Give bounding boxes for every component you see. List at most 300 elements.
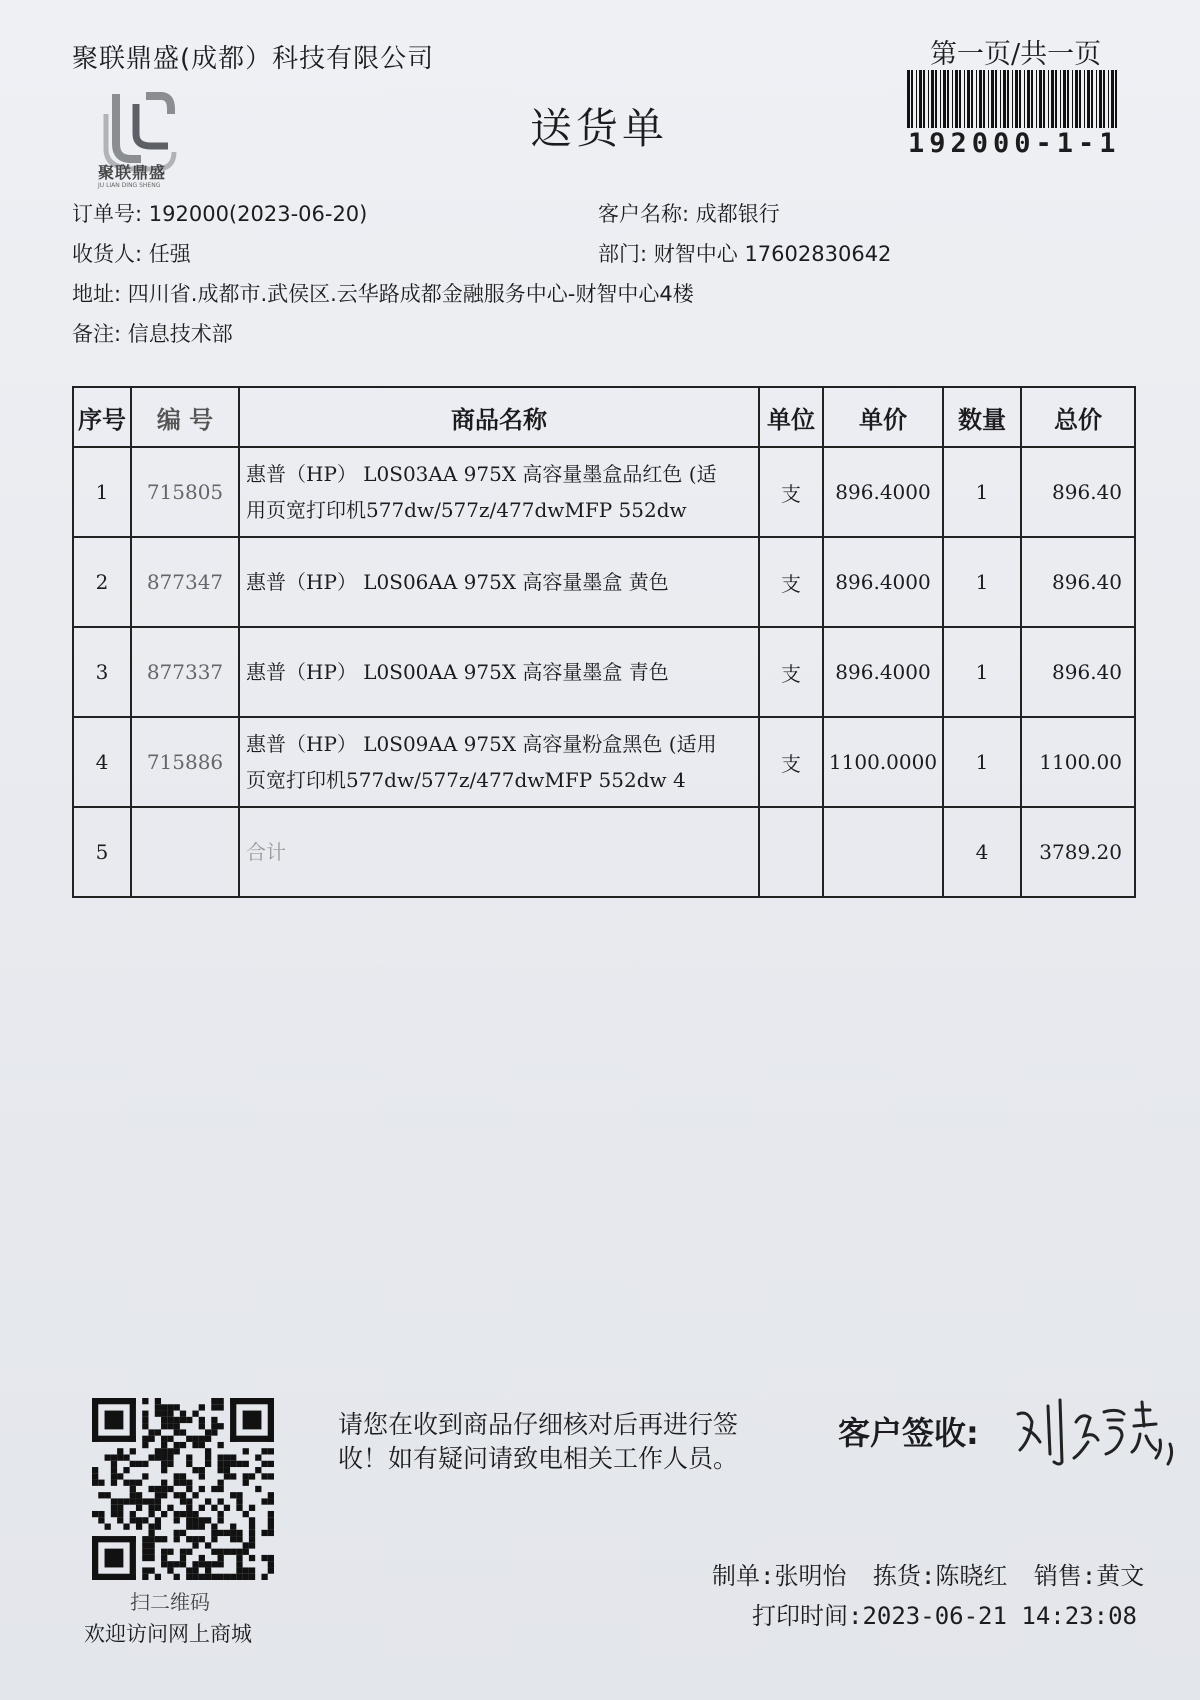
qr-module — [142, 1542, 148, 1548]
qr-module — [218, 1454, 224, 1460]
qr-module — [211, 1429, 217, 1435]
total-row-price — [823, 807, 943, 897]
qr-module — [218, 1517, 224, 1523]
qr-module — [142, 1567, 148, 1573]
order-number-value: 192000(2023-06-20) — [148, 202, 368, 226]
qr-module — [174, 1480, 180, 1486]
qr-module — [142, 1574, 148, 1580]
qr-module — [161, 1511, 167, 1517]
qr-module — [136, 1480, 142, 1486]
qr-module — [148, 1542, 154, 1548]
qr-caption: 扫二维码 — [130, 1590, 210, 1614]
qr-module — [199, 1561, 205, 1567]
qr-module — [186, 1567, 192, 1573]
qr-module — [218, 1398, 224, 1404]
qr-caption-mall: 欢迎访问网上商城 — [84, 1622, 252, 1646]
qr-module — [243, 1480, 249, 1486]
qr-module — [236, 1530, 242, 1536]
row-total: 896.40 — [1021, 537, 1135, 627]
qr-module — [218, 1530, 224, 1536]
qr-module — [136, 1517, 142, 1523]
qr-module — [236, 1498, 242, 1504]
table-row — [73, 537, 1135, 627]
qr-module — [92, 1480, 98, 1486]
qr-module — [117, 1511, 123, 1517]
qr-module — [186, 1549, 192, 1555]
barcode-bar — [971, 70, 973, 128]
row-name — [239, 717, 759, 807]
receiver-value: 任强 — [148, 242, 191, 266]
total-row-label: 合计 — [239, 807, 759, 897]
qr-module — [261, 1473, 267, 1479]
qr-module — [155, 1429, 161, 1435]
qr-module — [155, 1454, 161, 1460]
barcode-bar — [947, 70, 949, 128]
qr-module — [123, 1454, 129, 1460]
qr-module — [142, 1549, 148, 1555]
qr-module — [211, 1423, 217, 1429]
qr-code[interactable] — [92, 1398, 274, 1580]
qr-module — [243, 1473, 249, 1479]
qr-module — [174, 1530, 180, 1536]
qr-module — [186, 1417, 192, 1423]
qr-module — [218, 1511, 224, 1517]
qr-module — [199, 1486, 205, 1492]
row-name — [239, 537, 759, 627]
qr-module — [161, 1561, 167, 1567]
qr-module — [155, 1448, 161, 1454]
qr-module — [161, 1461, 167, 1467]
barcode-bar — [1079, 70, 1081, 128]
qr-module — [105, 1454, 111, 1460]
barcode-bar — [1048, 70, 1049, 128]
remark-field — [72, 318, 233, 348]
qr-module — [236, 1505, 242, 1511]
qr-finder — [230, 1398, 236, 1442]
barcode-bar — [1099, 70, 1102, 128]
order-number-field — [72, 198, 367, 228]
qr-finder — [130, 1398, 136, 1442]
barcode-bar — [955, 70, 958, 128]
qr-module — [111, 1473, 117, 1479]
customer-sign-label: 客户签收: — [838, 1414, 979, 1452]
qr-module — [148, 1530, 154, 1536]
customer-name-value: 成都银行 — [695, 202, 780, 226]
qr-module — [155, 1486, 161, 1492]
sales: 销售:黄文 — [1033, 1562, 1145, 1590]
qr-module — [230, 1536, 236, 1542]
qr-module — [161, 1480, 167, 1486]
qr-module — [130, 1461, 136, 1467]
qr-module — [155, 1492, 161, 1498]
qr-module — [142, 1398, 148, 1404]
qr-module — [123, 1498, 129, 1504]
qr-finder — [268, 1398, 274, 1442]
qr-module — [268, 1561, 274, 1567]
notice-text: 请您在收到商品仔细核对后再进行签收！如有疑问请致电相关工作人员。 — [338, 1410, 739, 1473]
qr-module — [230, 1454, 236, 1460]
barcode-bar — [1096, 70, 1097, 128]
qr-module — [155, 1411, 161, 1417]
qr-module — [136, 1461, 142, 1467]
qr-module — [199, 1505, 205, 1511]
row-unit: 支 — [759, 627, 823, 717]
qr-finder — [92, 1536, 136, 1542]
row-price: 1100.0000 — [823, 717, 943, 807]
qr-module — [180, 1549, 186, 1555]
qr-module — [167, 1417, 173, 1423]
qr-module — [199, 1417, 205, 1423]
qr-module — [268, 1530, 274, 1536]
qr-module — [199, 1436, 205, 1442]
qr-module — [205, 1574, 211, 1580]
barcode-bar — [1000, 70, 1001, 128]
goods-table — [72, 386, 1136, 898]
qr-module — [111, 1511, 117, 1517]
qr-module — [205, 1436, 211, 1442]
barcode-bar — [1007, 70, 1009, 128]
qr-module — [148, 1536, 154, 1542]
qr-module — [211, 1505, 217, 1511]
qr-module — [161, 1442, 167, 1448]
qr-module — [268, 1555, 274, 1561]
barcode-bar — [1027, 70, 1030, 128]
qr-module — [155, 1517, 161, 1523]
qr-module — [249, 1473, 255, 1479]
qr-module — [211, 1530, 217, 1536]
qr-module — [192, 1542, 198, 1548]
barcode-bar — [1063, 70, 1066, 128]
qr-module — [186, 1486, 192, 1492]
qr-module — [192, 1411, 198, 1417]
barcode-bar — [1024, 70, 1025, 128]
barcode-bar — [1075, 70, 1078, 128]
qr-module — [268, 1567, 274, 1573]
qr-module — [161, 1486, 167, 1492]
qr-finder — [92, 1436, 136, 1442]
qr-module — [167, 1549, 173, 1555]
barcode-bar — [935, 70, 937, 128]
qr-module — [261, 1448, 267, 1454]
qr-module — [174, 1517, 180, 1523]
qr-module — [224, 1467, 230, 1473]
barcode-bar — [1015, 70, 1018, 128]
barcode-bar — [1108, 70, 1109, 128]
row-name — [239, 447, 759, 537]
qr-module — [211, 1574, 217, 1580]
qr-module — [218, 1498, 224, 1504]
barcode-bar — [1091, 70, 1093, 128]
qr-module — [236, 1536, 242, 1542]
qr-module — [98, 1492, 104, 1498]
qr-module — [117, 1473, 123, 1479]
qr-module — [236, 1492, 242, 1498]
qr-module — [111, 1498, 117, 1504]
qr-module — [199, 1473, 205, 1479]
row-unit: 支 — [759, 717, 823, 807]
qr-module — [167, 1436, 173, 1442]
qr-module — [236, 1561, 242, 1567]
address-value: 四川省.成都市.武侯区.云华路成都金融服务中心-财智中心4楼 — [127, 282, 694, 306]
qr-module — [142, 1417, 148, 1423]
qr-finder — [130, 1536, 136, 1580]
qr-module — [180, 1429, 186, 1435]
qr-module — [180, 1411, 186, 1417]
qr-module — [105, 1492, 111, 1498]
qr-module — [205, 1454, 211, 1460]
barcode-bar — [919, 70, 922, 128]
qr-module — [249, 1530, 255, 1536]
qr-module — [211, 1398, 217, 1404]
qr-module — [218, 1561, 224, 1567]
qr-module — [192, 1524, 198, 1530]
qr-module — [148, 1549, 154, 1555]
qr-module — [199, 1404, 205, 1410]
qr-module — [180, 1511, 186, 1517]
qr-module — [130, 1480, 136, 1486]
qr-module — [236, 1555, 242, 1561]
barcode-bar — [976, 70, 977, 128]
print-time: 打印时间:2023-06-21 14:23:08 — [752, 1602, 1137, 1630]
department-value: 财智中心 17602830642 — [653, 242, 892, 266]
qr-module — [186, 1461, 192, 1467]
qr-module — [148, 1511, 154, 1517]
qr-module — [205, 1517, 211, 1523]
qr-module — [218, 1555, 224, 1561]
qr-module — [174, 1473, 180, 1479]
qr-module — [199, 1555, 205, 1561]
barcode-bar — [940, 70, 941, 128]
row-name-line1: 惠普（HP） L0S00AA 975X 高容量墨盒 青色 — [246, 660, 669, 684]
qr-module — [261, 1530, 267, 1536]
qr-module — [155, 1536, 161, 1542]
qr-module — [192, 1442, 198, 1448]
qr-module — [261, 1498, 267, 1504]
qr-module — [136, 1524, 142, 1530]
qr-module — [174, 1429, 180, 1435]
qr-module — [174, 1442, 180, 1448]
barcode-bar — [1019, 70, 1021, 128]
row-price: 896.4000 — [823, 447, 943, 537]
qr-module — [205, 1498, 211, 1504]
qr-module — [218, 1480, 224, 1486]
header-code: 编 号 — [131, 387, 239, 447]
address-label: 地址: — [72, 282, 122, 306]
qr-module — [174, 1404, 180, 1410]
qr-module — [167, 1486, 173, 1492]
qr-module — [205, 1461, 211, 1467]
table-row — [73, 717, 1135, 807]
qr-module — [199, 1467, 205, 1473]
page-info: 第一页/共一页 — [930, 39, 1102, 70]
qr-finder — [105, 1549, 124, 1568]
qr-module — [268, 1461, 274, 1467]
barcode-bar — [1051, 70, 1054, 128]
barcode-bar — [979, 70, 982, 128]
qr-module — [218, 1574, 224, 1580]
row-total: 896.40 — [1021, 627, 1135, 717]
qr-module — [142, 1498, 148, 1504]
qr-module — [211, 1549, 217, 1555]
qr-module — [180, 1498, 186, 1504]
qr-module — [161, 1555, 167, 1561]
row-total: 896.40 — [1021, 447, 1135, 537]
qr-module — [92, 1473, 98, 1479]
qr-module — [249, 1536, 255, 1542]
qr-module — [192, 1517, 198, 1523]
table-row — [73, 627, 1135, 717]
row-qty: 1 — [943, 717, 1021, 807]
qr-finder — [243, 1411, 262, 1430]
qr-module — [249, 1517, 255, 1523]
qr-module — [105, 1524, 111, 1530]
header-total: 总价 — [1021, 387, 1135, 447]
barcode-bar — [991, 70, 994, 128]
qr-module — [148, 1454, 154, 1460]
row-qty: 1 — [943, 537, 1021, 627]
qr-module — [211, 1404, 217, 1410]
barcode-bar — [1039, 70, 1042, 128]
qr-module — [243, 1542, 249, 1548]
qr-module — [224, 1461, 230, 1467]
qr-module — [199, 1574, 205, 1580]
qr-module — [192, 1436, 198, 1442]
qr-module — [236, 1574, 242, 1580]
qr-module — [224, 1574, 230, 1580]
qr-module — [92, 1511, 98, 1517]
qr-module — [161, 1417, 167, 1423]
qr-module — [142, 1411, 148, 1417]
qr-module — [249, 1555, 255, 1561]
qr-module — [142, 1517, 148, 1523]
qr-module — [243, 1549, 249, 1555]
barcode-bar — [943, 70, 946, 128]
qr-module — [111, 1480, 117, 1486]
qr-module — [180, 1473, 186, 1479]
barcode-bar — [995, 70, 997, 128]
qr-module — [192, 1561, 198, 1567]
qr-module — [92, 1467, 98, 1473]
qr-module — [161, 1411, 167, 1417]
qr-module — [174, 1536, 180, 1542]
row-price: 896.4000 — [823, 537, 943, 627]
qr-module — [192, 1536, 198, 1542]
qr-module — [255, 1467, 261, 1473]
qr-module — [148, 1524, 154, 1530]
row-no: 2 — [73, 537, 131, 627]
qr-module — [236, 1549, 242, 1555]
maker: 制单:张明怡 — [712, 1562, 847, 1590]
qr-module — [186, 1511, 192, 1517]
qr-module — [148, 1429, 154, 1435]
qr-module — [243, 1574, 249, 1580]
barcode-bar — [964, 70, 965, 128]
qr-module — [180, 1555, 186, 1561]
qr-module — [167, 1411, 173, 1417]
qr-module — [174, 1417, 180, 1423]
qr-module — [167, 1461, 173, 1467]
qr-module — [142, 1473, 148, 1479]
barcode-bar — [1087, 70, 1090, 128]
qr-module — [186, 1524, 192, 1530]
qr-module — [130, 1511, 136, 1517]
qr-module — [142, 1461, 148, 1467]
qr-module — [123, 1524, 129, 1530]
barcode-bar — [952, 70, 953, 128]
qr-module — [205, 1429, 211, 1435]
barcode-bar — [988, 70, 989, 128]
qr-module — [268, 1492, 274, 1498]
qr-module — [211, 1536, 217, 1542]
barcode-bar — [928, 70, 929, 128]
qr-module — [98, 1511, 104, 1517]
barcode-bar — [1043, 70, 1045, 128]
qr-module — [205, 1542, 211, 1548]
row-price: 896.4000 — [823, 627, 943, 717]
total-row-code — [131, 807, 239, 897]
qr-module — [167, 1561, 173, 1567]
qr-module — [211, 1561, 217, 1567]
qr-module — [174, 1574, 180, 1580]
qr-module — [192, 1574, 198, 1580]
qr-module — [148, 1498, 154, 1504]
qr-module — [218, 1486, 224, 1492]
qr-module — [111, 1505, 117, 1511]
qr-module — [148, 1555, 154, 1561]
qr-module — [167, 1567, 173, 1573]
qr-module — [155, 1404, 161, 1410]
qr-module — [130, 1498, 136, 1504]
qr-module — [180, 1561, 186, 1567]
qr-finder — [230, 1436, 274, 1442]
barcode-bar — [911, 70, 913, 128]
qr-module — [255, 1454, 261, 1460]
qr-module — [161, 1536, 167, 1542]
barcode-bar — [1031, 70, 1033, 128]
qr-finder — [92, 1574, 136, 1580]
qr-module — [174, 1492, 180, 1498]
table-header-row — [73, 387, 1135, 447]
qr-module — [186, 1436, 192, 1442]
barcode-bar — [1003, 70, 1006, 128]
header-no: 序号 — [73, 387, 131, 447]
row-code: 715886 — [131, 717, 239, 807]
qr-module — [117, 1448, 123, 1454]
barcode-bar — [1060, 70, 1061, 128]
qr-module — [155, 1498, 161, 1504]
qr-module — [218, 1461, 224, 1467]
qr-module — [211, 1486, 217, 1492]
barcode-bar — [959, 70, 961, 128]
qr-module — [261, 1574, 267, 1580]
qr-module — [230, 1530, 236, 1536]
barcode-bar — [983, 70, 985, 128]
qr-module — [136, 1492, 142, 1498]
qr-module — [243, 1511, 249, 1517]
table-total-row — [73, 807, 1135, 897]
customer-name-field — [598, 198, 780, 228]
header-qty: 数量 — [943, 387, 1021, 447]
qr-module — [174, 1423, 180, 1429]
qr-module — [167, 1404, 173, 1410]
qr-module — [261, 1555, 267, 1561]
row-name-line1: 惠普（HP） L0S06AA 975X 高容量墨盒 黄色 — [246, 570, 669, 594]
qr-module — [180, 1480, 186, 1486]
barcode-bar — [916, 70, 917, 128]
remark-label: 备注: — [72, 322, 122, 346]
qr-module — [236, 1567, 242, 1573]
header-unit: 单位 — [759, 387, 823, 447]
